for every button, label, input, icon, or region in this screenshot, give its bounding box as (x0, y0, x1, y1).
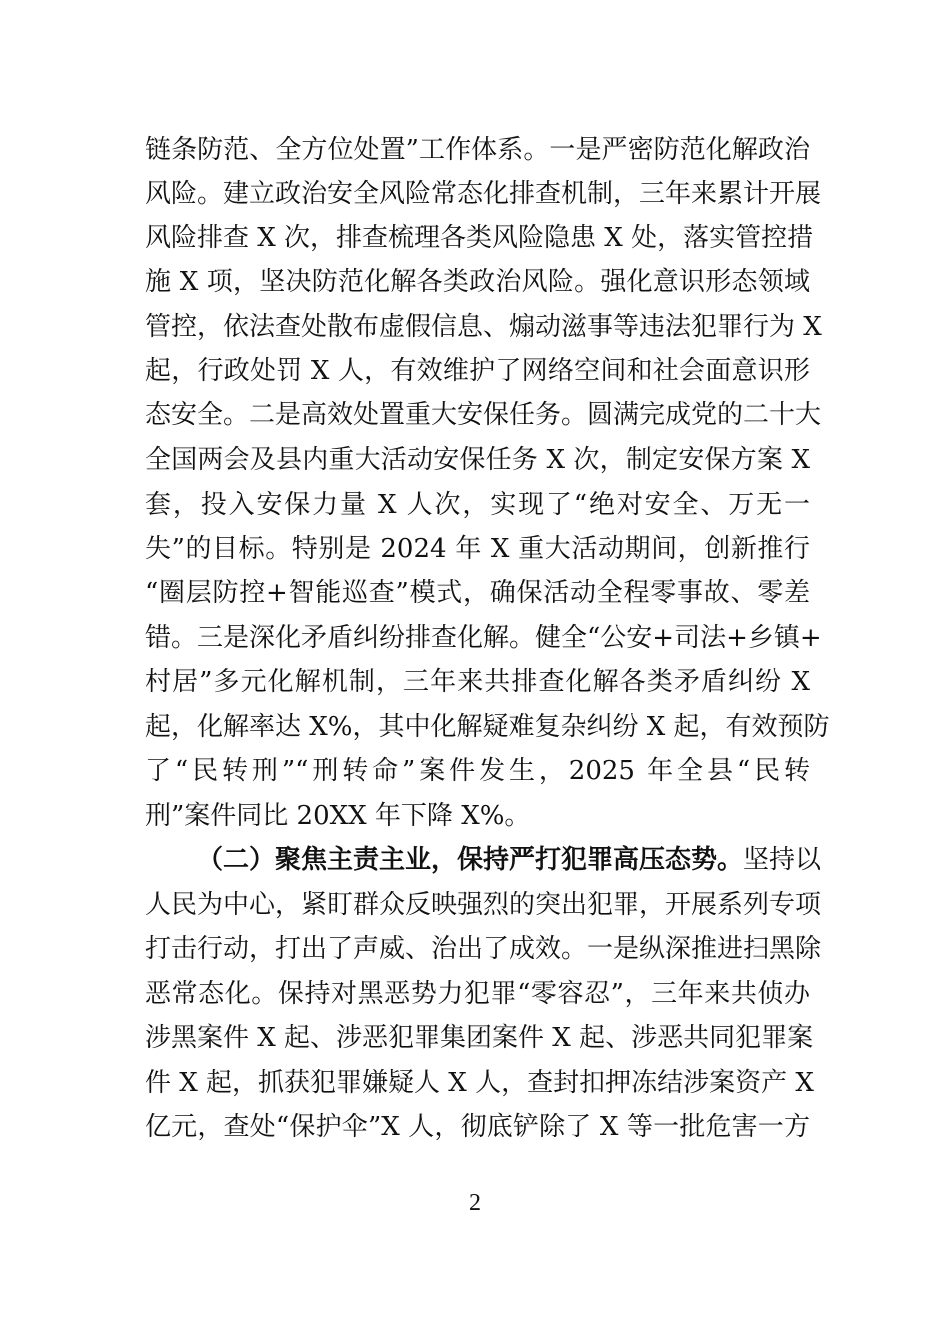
paragraph-line: 全国两会及县内重大活动安保任务 X 次，制定安保方案 X (145, 445, 810, 475)
paragraph-line: 管控，依法查处散布虚假信息、煽动滋事等违法犯罪行为 X (145, 312, 822, 342)
paragraph-line: 态安全。二是高效处置重大安保任务。圆满完成党的二十大 (145, 400, 822, 430)
paragraph-line: 失”的目标。特别是 2024 年 X 重大活动期间，创新推行 (145, 534, 810, 564)
paragraph-line: 风险。建立政治安全风险常态化排查机制，三年来累计开展 (145, 179, 822, 209)
paragraph-line: 起，行政处罚 X 人，有效维护了网络空间和社会面意识形 (145, 356, 810, 386)
paragraph-line: 风险排查 X 次，排查梳理各类风险隐患 X 处，落实管控措 (145, 223, 814, 253)
paragraph-line: 恶常态化。保持对黑恶势力犯罪“零容忍”，三年来共侦办 (145, 979, 810, 1009)
paragraph-line: 套，投入安保力量 X 人次，实现了“绝对安全、万无一 (145, 490, 810, 520)
section-heading: （二）聚焦主责主业，保持严打犯罪高压态势。 (197, 845, 744, 875)
paragraph-line: 错。三是深化矛盾纠纷排查化解。健全“公安+司法+乡镇+ (145, 623, 822, 653)
paragraph-line: 人民为中心，紧盯群众反映强烈的突出犯罪，开展系列专项 (145, 890, 822, 920)
paragraph-line: 件 X 起，抓获犯罪嫌疑人 X 人，查封扣押冻结涉案资产 X (145, 1068, 814, 1098)
paragraph-line: 村居”多元化解机制，三年来共排查化解各类矛盾纠纷 X (145, 667, 810, 697)
paragraph-line: 了“民转刑”“刑转命”案件发生，2025 年全县“民转 (145, 756, 810, 786)
paragraph-line: 刑”案件同比 20XX 年下降 X%。 (145, 801, 531, 831)
paragraph-line: 亿元，查处“保护伞”X 人，彻底铲除了 X 等一批危害一方 (145, 1112, 810, 1142)
heading-continuation: 坚持以 (743, 845, 822, 875)
page-number: 2 (469, 1190, 481, 1216)
paragraph-line: 打击行动，打出了声威、治出了成效。一是纵深推进扫黑除 (145, 934, 822, 964)
paragraph-line: “圈层防控+智能巡查”模式，确保活动全程零事故、零差 (145, 578, 810, 608)
paragraph-line: 链条防范、全方位处置”工作体系。一是严密防范化解政治 (145, 135, 810, 165)
section-heading-line (197, 838, 822, 882)
paragraph-line: 施 X 项，坚决防范化解各类政治风险。强化意识形态领域 (145, 267, 810, 297)
paragraph-line: 涉黑案件 X 起、涉恶犯罪集团案件 X 起、涉恶共同犯罪案 (145, 1023, 814, 1053)
paragraph-line: 起，化解率达 X%，其中化解疑难复杂纠纷 X 起，有效预防 (145, 712, 830, 742)
